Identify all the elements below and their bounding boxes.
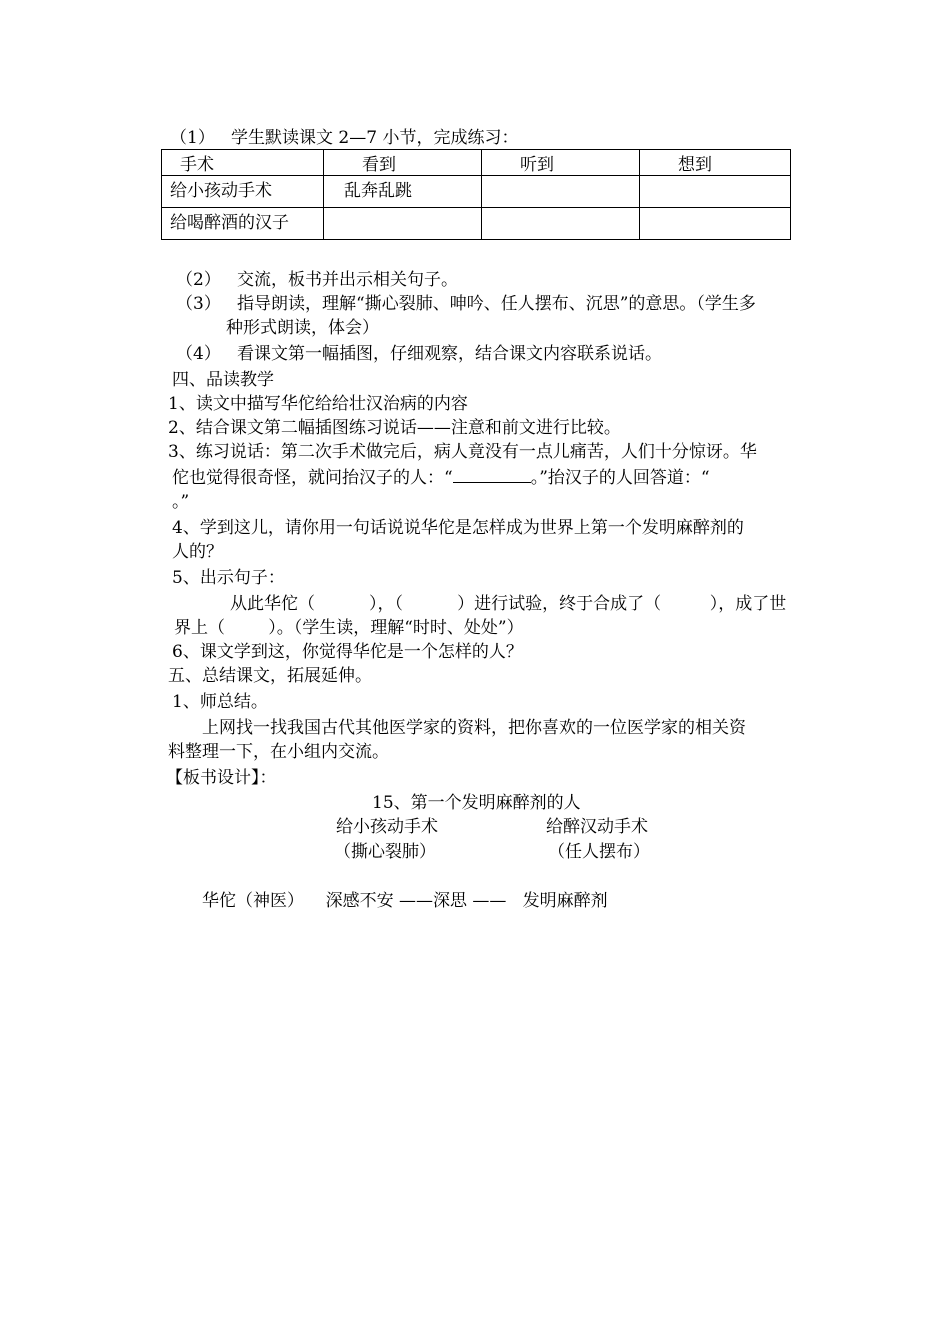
table-cell xyxy=(482,176,640,208)
table-cell: 乱奔乱跳 xyxy=(324,176,482,208)
section-4-item-4: 4、学到这儿，请你用一句话说说华佗是怎样成为世界上第一个发明麻醉剂的 xyxy=(172,518,744,538)
table-header-row xyxy=(162,150,791,176)
section-4-item-3-line-3: 。” xyxy=(172,492,190,512)
text-span: 佗也觉得很奇怪，就问抬汉子的人：“ xyxy=(172,468,453,488)
table-cell xyxy=(640,176,791,208)
table-cell xyxy=(482,208,640,240)
board-bottom-line: 华佗（神医） 深感不安 ——深思 —— 发明麻醉剂 xyxy=(202,891,608,911)
table-cell: 给喝醉酒的汉子 xyxy=(162,208,324,240)
table-row xyxy=(162,208,791,240)
exercise-intro: （1） 学生默读课文 2—7 小节，完成练习： xyxy=(170,128,519,148)
board-design-heading: 【板书设计】： xyxy=(166,768,277,788)
table-row xyxy=(162,176,791,208)
extension-paragraph-cont: 料整理一下，在小组内交流。 xyxy=(168,742,389,762)
step-4: （4） 看课文第一幅插图，仔细观察，结合课文内容联系说话。 xyxy=(176,344,663,364)
section-4-item-5: 5、出示句子： xyxy=(172,568,285,588)
header-cell: 手术 xyxy=(162,150,324,176)
table-cell: 给小孩动手术 xyxy=(162,176,324,208)
step-2: （2） 交流，板书并出示相关句子。 xyxy=(176,270,459,290)
table-cell xyxy=(640,208,791,240)
section-4-item-4-cont: 人的？ xyxy=(172,542,223,562)
section-5-heading: 五、总结课文，拓展延伸。 xyxy=(168,666,372,686)
board-right-sub: （任人摆布） xyxy=(548,842,650,862)
section-4-item-2: 2、结合课文第二幅插图练习说话——注意和前文进行比较。 xyxy=(168,418,621,438)
exercise-table xyxy=(161,149,791,240)
board-right: 给醉汉动手术 xyxy=(546,817,648,837)
section-4-item-3: 3、练习说话：第二次手术做完后，病人竟没有一点儿痛苦，人们十分惊讶。华 xyxy=(168,442,757,462)
answer-blank xyxy=(453,466,531,483)
section-4-item-6: 6、课文学到这，你觉得华佗是一个怎样的人？ xyxy=(172,642,523,662)
fill-in-sentence: 从此华佗（ ），（ ）进行试验，终于合成了（ ），成了世 xyxy=(230,594,787,614)
step-3-cont: 种形式朗读，体会） xyxy=(226,318,379,338)
section-4-item-3-line-2 xyxy=(172,466,710,490)
board-title: 15、第一个发明麻醉剂的人 xyxy=(372,793,581,813)
section-5-item-1: 1、师总结。 xyxy=(172,692,268,712)
extension-paragraph: 上网找一找我国古代其他医学家的资料，把你喜欢的一位医学家的相关资 xyxy=(202,718,746,738)
header-cell: 听到 xyxy=(482,150,640,176)
section-4-heading: 四、品读教学 xyxy=(172,370,274,390)
text-span: 。”抬汉子的人回答道：“ xyxy=(530,468,710,488)
header-cell: 想到 xyxy=(640,150,791,176)
board-left: 给小孩动手术 xyxy=(336,817,438,837)
header-cell: 看到 xyxy=(324,150,482,176)
table-cell xyxy=(324,208,482,240)
section-4-item-1: 1、读文中描写华佗给给壮汉治病的内容 xyxy=(168,394,468,414)
step-3: （3） 指导朗读，理解“撕心裂肺、呻吟、任人摆布、沉思”的意思。（学生多 xyxy=(176,294,756,314)
fill-in-sentence-cont: 界上（ ）。（学生读，理解“时时、处处”） xyxy=(174,618,524,638)
board-left-sub: （撕心裂肺） xyxy=(334,842,436,862)
